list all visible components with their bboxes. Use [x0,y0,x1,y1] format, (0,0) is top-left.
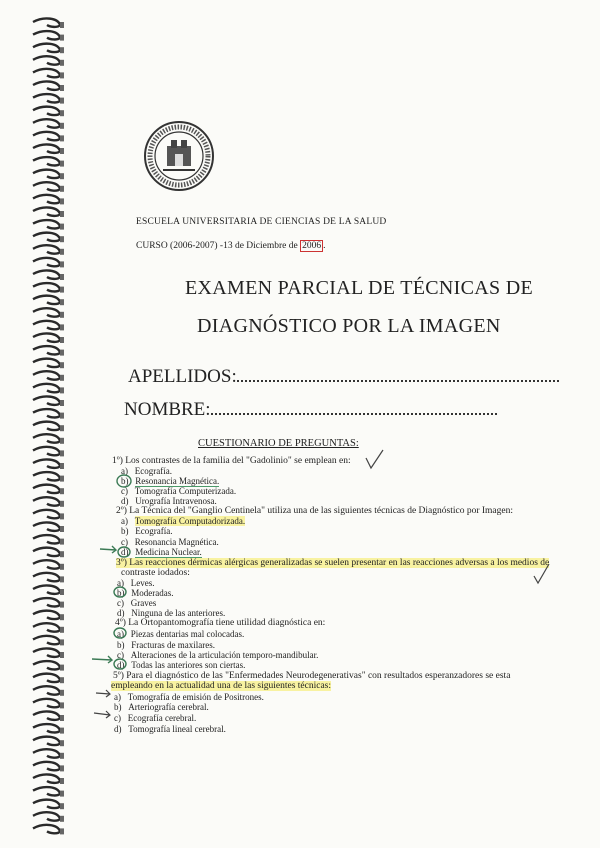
q3-option-a: a) Leves. [117,578,155,588]
answer-circle-q3 [114,587,126,597]
arrow-icon [94,711,110,718]
q4-option-c: c) Alteraciones de la articulación temporo-mandibular. [117,650,319,660]
q4-option-a: a) Piezas dentarias mal colocadas. [117,629,245,639]
q5-option-c: c) Ecografía cerebral. [114,713,197,723]
q3-option-b: b) Moderadas. [117,588,174,598]
course-suffix: . [323,241,326,251]
q1-option-a: a) Ecografía. [121,466,172,476]
answer-circle-q1 [117,475,131,487]
checkmark-icon [366,450,383,468]
exam-title-line2: DIAGNÓSTICO POR LA IMAGEN [197,315,501,337]
answer-circle-q4a [114,628,126,638]
question-5-continued: empleando en la actualidad una de las siguientes técnicas: [111,681,331,691]
checkmark-icon [534,564,549,583]
q3-option-d: d) Ninguna de las anteriores. [117,608,226,618]
arrow-icon [96,690,110,697]
question-5: 5º) Para el diagnóstico de las "Enfermedades Neurodegenerativas" con resultados esperanzadores se esta [113,671,511,681]
exam-title-line1: EXAMEN PARCIAL DE TÉCNICAS DE [185,277,533,299]
school-name: ESCUELA UNIVERSITARIA DE CIENCIAS DE LA SALUD [136,217,387,227]
q5-option-b: b) Arteriografía cerebral. [114,702,209,712]
question-1: 1º) Los contrastes de la familia del "Gadolinio" se emplean en: [112,456,351,466]
q3-option-c: c) Graves [117,598,157,608]
questionnaire-heading: CUESTIONARIO DE PREGUNTAS: [198,438,359,449]
answer-circle-q4d [114,659,126,669]
question-2: 2º) La Técnica del "Ganglio Centinela" utiliza una de las siguientes técnicas de Diagnóstico por Imagen: [116,506,513,516]
q2-option-d: d) Medicina Nuclear. [121,547,202,557]
q2-option-b: b) Ecografía. [121,526,173,536]
q5-option-a: a) Tomografía de emisión de Positrones. [114,692,264,702]
course-year: 2006 [302,241,322,251]
q1-option-b: b) Resonancia Magnética. [121,476,220,486]
q4-option-b: b) Fracturas de maxilares. [117,640,215,650]
name-label: NOMBRE: [124,399,211,420]
question-3: 3º) Las reacciones dérmicas alérgicas generalizadas se suelen presentar en las reacciones adversas a los medios de [116,558,550,568]
q1-option-c: c) Tomografía Computerizada. [121,486,237,496]
course-prefix: CURSO (2006-2007) -13 de Diciembre de [136,241,298,251]
q2-option-c: c) Resonancia Magnética. [121,537,219,547]
surname-label: APELLIDOS: [128,366,237,387]
arrow-icon [100,546,116,553]
q4-option-d: d) Todas las anteriores son ciertas. [117,660,246,670]
question-3-continued: contraste iodados: [121,568,190,578]
q2-option-a: a) Tomografía Computadorizada. [121,516,246,526]
arrow-icon [92,656,112,663]
question-4: 4º) La Ortopantomografía tiene utilidad diagnóstica en: [115,618,326,628]
q1-option-d: d) Urografía Intravenosa. [121,496,217,506]
q5-option-d: d) Tomografía lineal cerebral. [114,724,226,734]
answer-circle-q2 [118,547,130,557]
